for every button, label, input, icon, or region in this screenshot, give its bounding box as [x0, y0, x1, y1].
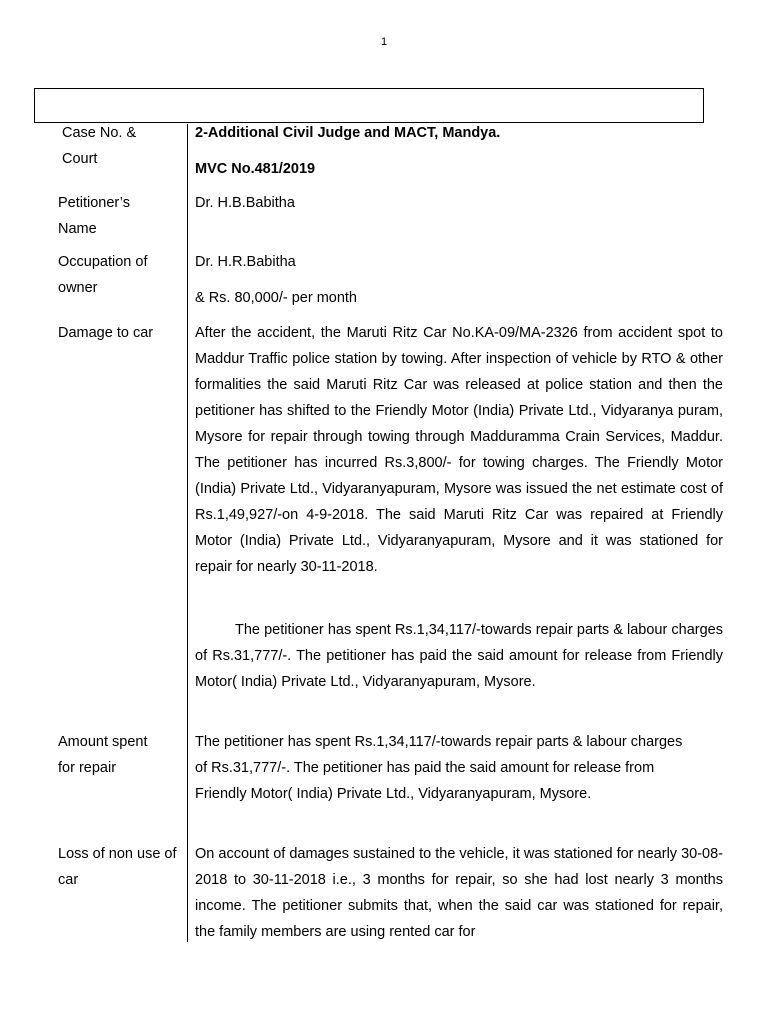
loss-label: Loss of non use of car — [58, 846, 177, 888]
column-divider — [187, 124, 188, 942]
repair-label: Amount spent for repair — [58, 734, 148, 776]
loss-text: On account of damages sustained to the vehicle, it was stationed for nearly 30-08-2018 to 30-11-2018 i.e., 3 months for repair, so she had lost nearly 3 months income. The petitioner submits that, when the said car was stationed for repair, the family members are using rented car for — [195, 846, 723, 940]
petitioner-name: Dr. H.B.Babitha — [195, 195, 295, 211]
damage-paragraph-2: The petitioner has spent Rs.1,34,117/-towards repair parts & labour charges of Rs.31,777/-. The petitioner has paid the said amount for release from Friendly Motor( India) Private Ltd., Vidyaranyapuram, Mysore. — [195, 622, 723, 690]
owner-name: Dr. H.R.Babitha — [195, 254, 296, 270]
petitioner-label: Petitioner’s Name — [58, 195, 131, 237]
case-number: MVC No.481/2019 — [195, 161, 316, 177]
occupation-label: Occupation of owner — [58, 254, 148, 296]
owner-income: & Rs. 80,000/- per month — [195, 290, 357, 306]
case-label: Case No. & Court — [62, 125, 137, 167]
header-box — [34, 88, 704, 123]
damage-paragraph-1: After the accident, the Maruti Ritz Car No.KA-09/MA-2326 from accident spot to Maddur Traffic police station by towing. After inspection of vehicle by RTO & other formalities the said Maruti Ritz Car was released at police station and then the petitioner has shifted to the Friendly Motor (India) Private Ltd., Vidyaranya puram, Mysore for repair through towing through Madduramma Crain Services, Maddur. The petitioner has incurred Rs.3,800/- for towing charges. The Friendly Motor (India) Private Ltd., Vidyaranyapuram, Mysore was issued the net estimate cost of Rs.1,49,927/-on 4-9-2018. The said Maruti Ritz Car was repaired at Friendly Motor (India) Private Ltd., Vidyaranyapuram, Mysore and it was stationed for repair for nearly 30-11-2018. — [195, 325, 723, 575]
repair-text: The petitioner has spent Rs.1,34,117/-towards repair parts & labour charges of Rs.31,777/-. The petitioner has paid the said amount for release from Friendly Motor( India) Private Ltd., Vidyaranyapuram, Mysore. — [195, 734, 683, 802]
court-name: 2-Additional Civil Judge and MACT, Mandya. — [195, 125, 501, 141]
page-number: 1 — [380, 36, 388, 48]
damage-label: Damage to car — [58, 325, 154, 341]
